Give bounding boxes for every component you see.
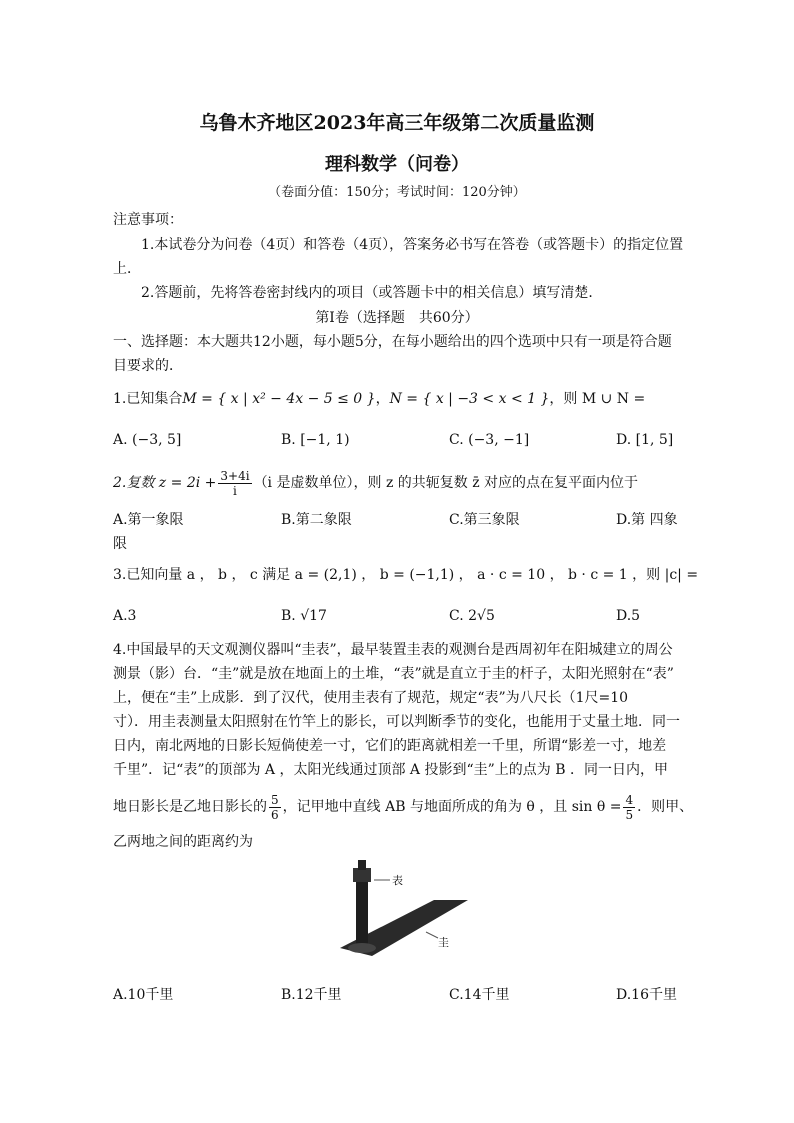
q1-option-b[interactable]: B. [−1, 1) xyxy=(281,432,350,448)
q2-fraction-den: i xyxy=(233,483,237,498)
question-3: 3.已知向量 a ， b ， c 满足 a = (2,1) ， b = (−1,1) ， a · c = 10 ， b · c = 1 ，则 |c| = xyxy=(113,567,699,583)
q4-line7-mid: ，记甲地中直线 AB 与地面所成的角为 θ ，且 sin θ = xyxy=(282,799,622,815)
question-4-line-7 xyxy=(113,790,694,824)
notice-item-2: 2.答题前，先将答卷密封线内的项目（或答题卡中的相关信息）填写清楚． xyxy=(141,285,603,301)
question-1 xyxy=(113,389,681,409)
biao-base xyxy=(348,943,376,953)
question-4-line-2: 测景（影）台．“圭”就是放在地面上的土堆，“表”就是直立于圭的杆子，太阳光照射在“表” xyxy=(113,666,674,682)
q4-sin-num: 4 xyxy=(625,792,634,807)
q3-option-a[interactable]: A.3 xyxy=(113,608,137,624)
q3-option-b[interactable]: B. √17 xyxy=(281,608,327,624)
q1-set-m: M = { x | x² − 4x − 5 ≤ 0 } xyxy=(182,391,376,407)
q3-option-d[interactable]: D.5 xyxy=(616,608,641,624)
notice-heading: 注意事项： xyxy=(113,212,183,228)
section-title: 第Ⅰ卷（选择题 共60分） xyxy=(315,310,479,326)
biao-label: 表 xyxy=(392,874,403,887)
q2-option-d-wrap: 限 xyxy=(113,536,127,552)
q4-ratio-num: 5 xyxy=(271,792,279,807)
q4-option-a[interactable]: A.10千里 xyxy=(113,987,174,1003)
gui-label: 圭 xyxy=(438,936,449,949)
q1-option-d[interactable]: D. [1, 5] xyxy=(616,432,674,448)
notice-item-1-cont: 上． xyxy=(113,261,141,277)
notice-item-1: 1.本试卷分为问卷（4页）和答卷（4页），答案务必书写在答卷（或答题卡）的指定位置 xyxy=(141,237,684,253)
q4-option-b[interactable]: B.12千里 xyxy=(281,987,342,1003)
q4-sin-den: 5 xyxy=(625,807,634,822)
q2-prefix: 2.复数 z = 2i + xyxy=(113,475,217,491)
q4-option-d[interactable]: D.16千里 xyxy=(616,987,677,1003)
question-4-line-4: 寸）．用圭表测量太阳照射在竹竿上的影长，可以判断季节的变化，也能用于丈量土地．同一 xyxy=(113,714,680,730)
q4-ratio-fraction xyxy=(269,793,281,822)
q2-option-c[interactable]: C.第三象限 xyxy=(449,512,520,528)
exam-subtitle: 理科数学（问卷） xyxy=(325,154,469,175)
q1-suffix: ，则 M ∪ N = xyxy=(549,391,646,407)
q1-separator: ， xyxy=(375,391,390,407)
q4-line7-suffix: ．则甲、 xyxy=(637,799,694,815)
gui-pointer xyxy=(426,932,438,938)
q2-suffix: （i 是虚数单位），则 z 的共轭复数 z̄ 对应的点在复平面内位于 xyxy=(253,475,639,491)
question-4-line-6: 千里”．记“表”的顶部为 A ，太阳光线通过顶部 A 投影到“圭”上的点为 B ．同一日内，甲 xyxy=(113,762,668,778)
exam-title: 乌鲁木齐地区2023年高三年级第二次质量监测 xyxy=(199,112,595,134)
question-4-line-3: 上，便在“圭”上成影．到了汉代，使用圭表有了规范，规定“表”为八尺长（1尺=10 xyxy=(113,690,629,706)
question-4-line-8: 乙两地之间的距离约为 xyxy=(113,834,253,850)
q2-option-d[interactable]: D.第 四象 xyxy=(616,512,678,528)
exam-info: （卷面分值：150分；考试时间：120分钟） xyxy=(268,185,526,200)
q1-option-c[interactable]: C. (−3, −1] xyxy=(449,432,530,448)
gnomon-figure xyxy=(338,858,468,958)
biao-pole xyxy=(356,878,368,948)
q2-option-b[interactable]: B.第二象限 xyxy=(281,512,352,528)
question-2 xyxy=(113,466,681,500)
q4-option-c[interactable]: C.14千里 xyxy=(449,987,510,1003)
q4-sin-fraction xyxy=(623,793,635,822)
section-instructions: 一、选择题：本大题共12小题，每小题5分，在每小题给出的四个选项中只有一项是符合题 xyxy=(113,334,672,350)
q2-option-a[interactable]: A.第一象限 xyxy=(113,512,184,528)
q1-prefix: 1.已知集合 xyxy=(113,391,183,407)
section-instructions-cont: 目要求的． xyxy=(113,358,183,374)
q4-line7-prefix: 地日影长是乙地日影长的 xyxy=(113,799,267,815)
q1-option-a[interactable]: A. (−3, 5] xyxy=(113,432,182,448)
q1-set-n: N = { x | −3 < x < 1 } xyxy=(389,391,550,407)
q2-fraction-num: 3+4i xyxy=(220,468,250,483)
question-4-line-1: 4.中国最早的天文观测仪器叫“圭表”，最早装置圭表的观测台是西周初年在阳城建立的周公 xyxy=(113,642,673,658)
biao-top xyxy=(353,868,371,882)
question-4-line-5: 日内，南北两地的日影长短倘使差一寸，它们的距离就相差一千里，所谓“影差一寸，地差 xyxy=(113,738,667,754)
q2-fraction xyxy=(218,469,251,498)
q4-ratio-den: 6 xyxy=(271,807,279,822)
biao-cap xyxy=(358,860,366,870)
q3-option-c[interactable]: C. 2√5 xyxy=(449,608,495,624)
